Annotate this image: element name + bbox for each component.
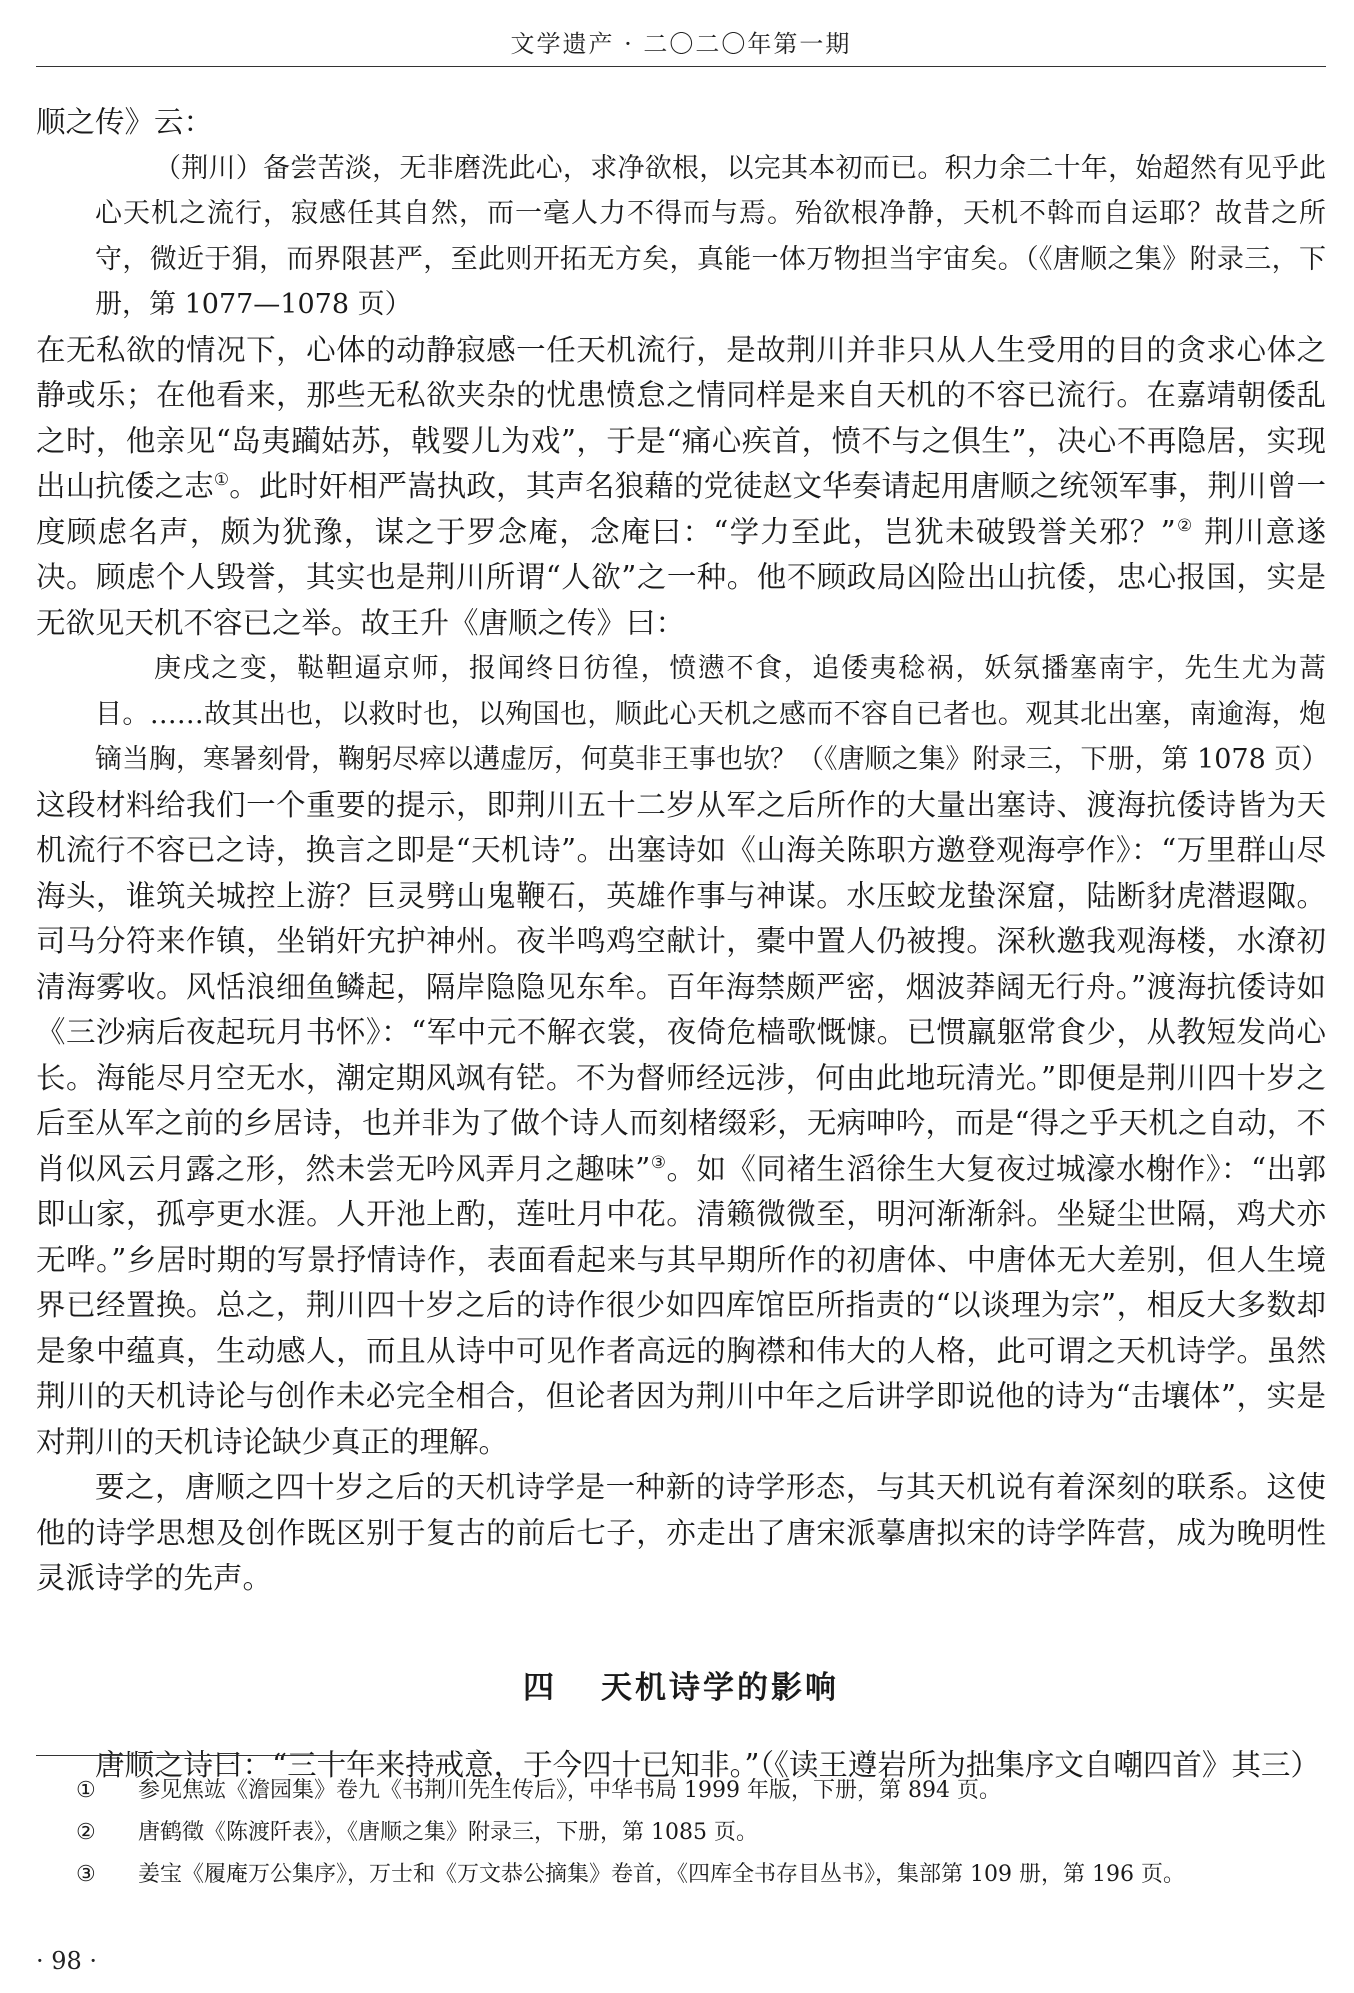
section-heading	[36, 1662, 1326, 1707]
paragraph-4-part-a: 这段材料给我们一个重要的提示，即荆川五十二岁从军之后所作的大量出塞诗、渡海抗倭诗皆为天机流行不容已之诗，换言之即是“天机诗”。出塞诗如《山海关陈职方邀登观海亭作》：“万里群山尽海头，谁筑关城控上游？巨灵劈山鬼鞭石，英雄作事与神谋。水压蛟龙蛰深窟，陆断豺虎潜遐陬。司马分符来作镇，坐销奸宄护神州。夜半鸣鸡空献计，橐中置人仍被搜。深秋邀我观海楼，水潦初清海雾收。风恬浪细鱼鳞起，隔岸隐隐见东牟。百年海禁颇严密，烟波莽阔无行舟。”渡海抗倭诗如《三沙病后夜起玩月书怀》：“军中元不解衣裳，夜倚危樯歌慨慷。已惯羸躯常食少，从教短发尚心长。海能尽月空无水，潮定期风飒有铓。不为督师经远涉，何由此地玩清光。”即便是荆川四十岁之后至从军之前的乡居诗，也并非为了做个诗人而刻楮缀彩，无病呻吟，而是“得之乎天机之自动，不肖似风云月露之形，然未尝无吟风弄月之趣味”	[36, 787, 1326, 1186]
footnote-text: 唐鹤徵《陈渡阡表》，《唐顺之集》附录三，下册，第 1085 页。	[138, 1820, 758, 1845]
page-number: · 98 ·	[36, 1947, 98, 1975]
article-body	[36, 100, 1329, 1788]
footnote-ref-2[interactable]: ②	[1175, 515, 1194, 536]
footnote-divider	[36, 1755, 354, 1756]
footnote-mark: ②	[76, 1820, 96, 1845]
footnote-2	[36, 1812, 1326, 1854]
footnote-1	[36, 1770, 1326, 1812]
section-title: 天机诗学的影响	[601, 1669, 839, 1706]
footnote-text: 姜宝《履庵万公集序》，万士和《万文恭公摘集》卷首，《四库全书存目丛书》，集部第 109 册，第 196 页。	[138, 1862, 1185, 1887]
footnote-text: 参见焦竑《澹园集》卷九《书荆川先生传后》，中华书局 1999 年版，下册，第 894 页。	[138, 1778, 1001, 1803]
block-quote-2: 庚戌之变，鞑靼逼京师，报闻终日彷徨，愤懑不食，追倭夷稔祸，妖氛播塞南宇，先生尤为蒿目。……故其出也，以救时也，以殉国也，顺此心天机之感而不容自已者也。观其北出塞，南逾海，炮镝当胸，寒暑刻骨，鞠躬尽瘁以遘虚厉，何莫非王事也欤？（《唐顺之集》附录三，下册，第 1078 页）	[95, 653, 1329, 775]
paragraph-4-part-b: 。如《同褚生滔徐生大复夜过城濠水榭作》：“出郭即山家，孤亭更水涯。人开池上酌，莲吐月中花。清籁微微至，明河渐渐斜。坐疑尘世隔，鸡犬亦无哗。”乡居时期的写景抒情诗作，表面看起来与其早期所作的初唐体、中唐体无大差别，但人生境界已经置换。总之，荆川四十岁之后的诗作很少如四库馆臣所指责的“以谈理为宗”，相反大多数却是象中蕴真，生动感人，而且从诗中可见作者高远的胸襟和伟大的人格，此可谓之天机诗学。虽然荆川的天机诗论与创作未必完全相合，但论者因为荆川中年之后讲学即说他的诗为“击壤体”，实是对荆川的天机诗论缺少真正的理解。	[36, 1151, 1326, 1459]
footnotes	[36, 1770, 1326, 1896]
running-header	[36, 0, 1326, 67]
footnote-3	[36, 1854, 1326, 1896]
paragraph-2-part-b: 。此时奸相严嵩执政，其声名狼藉的党徒赵文华奏请起用唐顺之统领军事，荆川曾一度顾虑名声，颇为犹豫，谋之于罗念庵，念庵曰：“学力至此，岂犹未破毁誉关邪？”	[36, 469, 1326, 549]
section-number: 四	[523, 1669, 557, 1706]
block-quote-1: （荆川）备尝苦淡，无非磨洗此心，求净欲根，以完其本初而已。积力余二十年，始超然有见乎此心天机之流行，寂感任其自然，而一毫人力不得而与焉。殆欲根净静，天机不斡而自运耶？故昔之所守，微近于狷，而界限甚严，至此则开拓无方矣，真能一体万物担当宇宙矣。（《唐顺之集》附录三，下册，第 1077—1078 页）	[95, 152, 1326, 320]
paragraph-5: 要之，唐顺之四十岁之后的天机诗学是一种新的诗学形态，与其天机说有着深刻的联系。这使他的诗学思想及创作既区别于复古的前后七子，亦走出了唐宋派摹唐拟宋的诗学阵营，成为晚明性灵派诗学的先声。	[36, 1470, 1326, 1595]
journal-title: 文学遗产 · 二〇二〇年第一期	[510, 30, 852, 58]
paragraph-2-part-a: 在无私欲的情况下，心体的动静寂感一任天机流行，是故荆川并非只从人生受用的目的贪求心体之静或乐；在他看来，那些无私欲夹杂的忧患愤怠之情同样是来自天机的不容已流行。在嘉靖朝倭乱之时，他亲见“岛夷躏姑苏，戟婴儿为戏”，于是“痛心疾首，愤不与之俱生”，决心不再隐居，实现出山抗倭之志	[36, 332, 1326, 503]
paragraph-6: 唐顺之诗曰：“三十年来持戒意，于今四十已知非。”（《读王遵岩所为拙集序文自嘲四首》其三）	[95, 1747, 1320, 1782]
footnote-mark: ③	[76, 1862, 96, 1887]
paragraph-4	[36, 783, 1326, 1466]
footnote-ref-1[interactable]: ①	[213, 470, 230, 491]
footnote-mark: ①	[76, 1778, 96, 1803]
paragraph-2	[36, 328, 1326, 647]
paragraph-2-part-c: 荆川意遂决。顾虑个人毁誉，其实也是荆川所谓“人欲”之一种。他不顾政局凶险出山抗倭，忠心报国，实是无欲见天机不容已之举。故王升《唐顺之传》曰：	[36, 514, 1326, 640]
footnote-ref-3[interactable]: ③	[650, 1152, 667, 1173]
paragraph-intro: 顺之传》云：	[36, 105, 214, 139]
